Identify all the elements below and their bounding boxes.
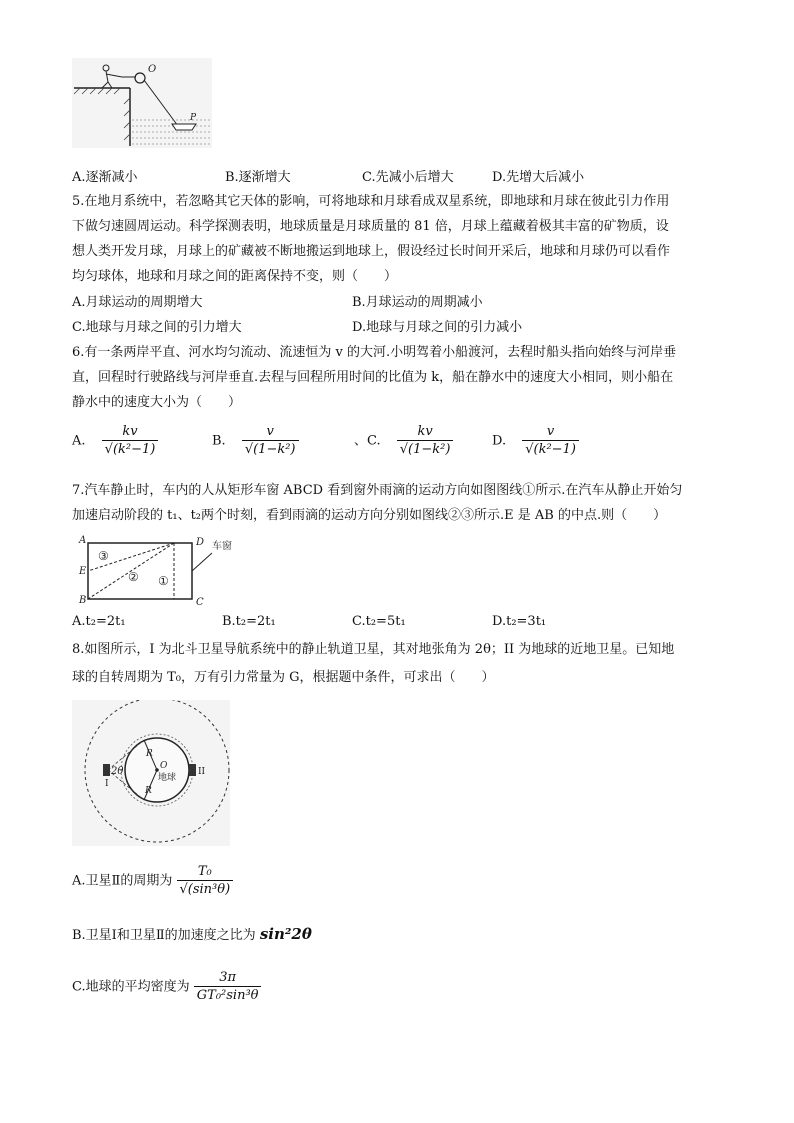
q8-option-b-formula: sin²2θ	[259, 925, 312, 943]
q4-option-d: D.先增大后减小	[492, 170, 585, 185]
q7-text-line-2: 加速启动阶段的 t₁、t₂两个时刻，看到雨滴的运动方向分别如图线②③所示.E 是 AB 的中点.则（ ）	[72, 508, 667, 523]
satellite-2-label: II	[198, 767, 206, 777]
q6-option-b-label: B.	[212, 433, 226, 449]
pulley-boat-figure	[72, 58, 212, 148]
q7-option-a: A.t₂=2t₁	[72, 614, 126, 629]
q8-option-c	[72, 970, 261, 1004]
line-2-label: ②	[128, 570, 139, 584]
q7-option-d: D.t₂=3t₁	[492, 614, 547, 629]
center-label: O	[160, 761, 168, 771]
window-label: 车窗	[212, 541, 232, 552]
earth-label: 地球	[158, 773, 177, 783]
q5-option-d: D.地球与月球之间的引力减小	[352, 320, 523, 335]
q8-option-a	[72, 864, 233, 898]
q6-option-a	[72, 424, 158, 458]
q5-text-line-1: 5.在地月系统中，若忽略其它天体的影响，可将地球和月球看成双星系统，即地球和月球在彼此引力作用	[72, 194, 670, 209]
angle-label: 2θ	[111, 766, 124, 777]
q6-text-line-3: 静水中的速度大小为（ ）	[72, 395, 242, 410]
q5-option-b: B.月球运动的周期减小	[352, 295, 483, 310]
q8-text-line-1: 8.如图所示，I 为北斗卫星导航系统中的静止轨道卫星，其对地张角为 2θ；II 为地球的近地卫星。已知地	[72, 642, 675, 657]
boat-label: P	[190, 113, 197, 123]
line-3-label: ③	[98, 549, 109, 563]
q8-text-line-2: 球的自转周期为 T₀，万有引力常量为 G，根据题中条件，可求出（ ）	[72, 670, 495, 685]
q6-option-d	[492, 424, 579, 458]
q8-option-a-text: A.卫星Ⅱ的周期为	[72, 873, 173, 889]
q7-option-c: C.t₂=5t₁	[352, 614, 406, 629]
line-1-label: ①	[158, 574, 169, 588]
corner-b-label: B	[79, 595, 87, 606]
q5-option-c: C.地球与月球之间的引力增大	[72, 320, 242, 335]
q6-text-line-2: 直，回程时行驶路线与河岸垂直.去程与回程所用时间的比值为 k，船在静水中的速度大小相同，则小船在	[72, 370, 674, 385]
q6-option-b	[212, 424, 299, 458]
satellite-1-label: I	[105, 779, 109, 789]
q6-option-a-num: kv	[122, 424, 138, 439]
q6-option-a-label: A.	[72, 433, 86, 449]
q5-text-line-2: 下做匀速圆周运动。科学探测表明，地球质量是月球质量的 81 倍，月球上蕴藏着极其丰富的矿物质，设	[72, 219, 669, 234]
q5-text-line-3: 想人类开发月球，月球上的矿藏被不断地搬运到地球上，假设经过长时间开采后，地球和月球仍可以看作	[72, 244, 671, 259]
q5-text-line-4: 均匀球体，地球和月球之间的距离保持不变，则（ ）	[72, 269, 398, 284]
q8-option-a-num: T₀	[197, 864, 212, 879]
q6-text-line-1: 6.有一条两岸平直、河水均匀流动、流速恒为 v 的大河.小明驾着小船渡河，去程时船头指向始终与河岸垂	[72, 345, 677, 360]
car-window-figure	[72, 533, 247, 608]
q6-option-a-den: √(k²−1)	[102, 440, 159, 458]
q8-option-b	[72, 925, 312, 945]
q4-option-c: C.先减小后增大	[362, 170, 454, 185]
q5-option-a: A.月球运动的周期增大	[72, 295, 203, 310]
q7-text-line-1: 7.汽车静止时，车内的人从矩形车窗 ABCD 看到窗外雨滴的运动方向如图图线①所示.在汽车从静止开始匀	[72, 483, 683, 498]
radius-1-label: R	[146, 749, 153, 759]
q4-option-a: A.逐渐减小	[72, 170, 138, 185]
q7-option-b: B.t₂=2t₁	[222, 614, 276, 629]
q6-option-b-num: v	[266, 424, 274, 439]
q6-option-d-num: v	[546, 424, 555, 439]
q6-option-c	[354, 424, 453, 458]
q8-option-a-den: √(sin³θ)	[177, 880, 234, 898]
corner-d-label: D	[196, 537, 205, 548]
radius-2-label: R	[145, 786, 152, 796]
corner-a-label: A	[79, 535, 87, 546]
q4-option-b: B.逐渐增大	[225, 170, 291, 185]
q8-option-c-num: 3π	[219, 970, 237, 985]
satellite-orbit-figure	[72, 700, 230, 846]
q6-option-c-label: 、C.	[354, 433, 381, 449]
q6-option-c-num: kv	[417, 424, 433, 439]
point-e-label: E	[79, 566, 87, 577]
q6-option-b-den: √(1−k²)	[242, 440, 299, 458]
pulley-label: O	[148, 64, 157, 75]
q6-option-c-den: √(1−k²)	[397, 440, 454, 458]
q8-option-c-den: GT₀²sin³θ	[194, 986, 262, 1004]
q8-option-c-text: C.地球的平均密度为	[72, 979, 190, 995]
q8-option-b-text: B.卫星Ⅰ和卫星Ⅱ的加速度之比为	[72, 928, 256, 943]
q6-option-d-den: √(k²−1)	[522, 440, 579, 458]
corner-c-label: C	[196, 597, 204, 608]
q6-option-d-label: D.	[492, 433, 507, 449]
